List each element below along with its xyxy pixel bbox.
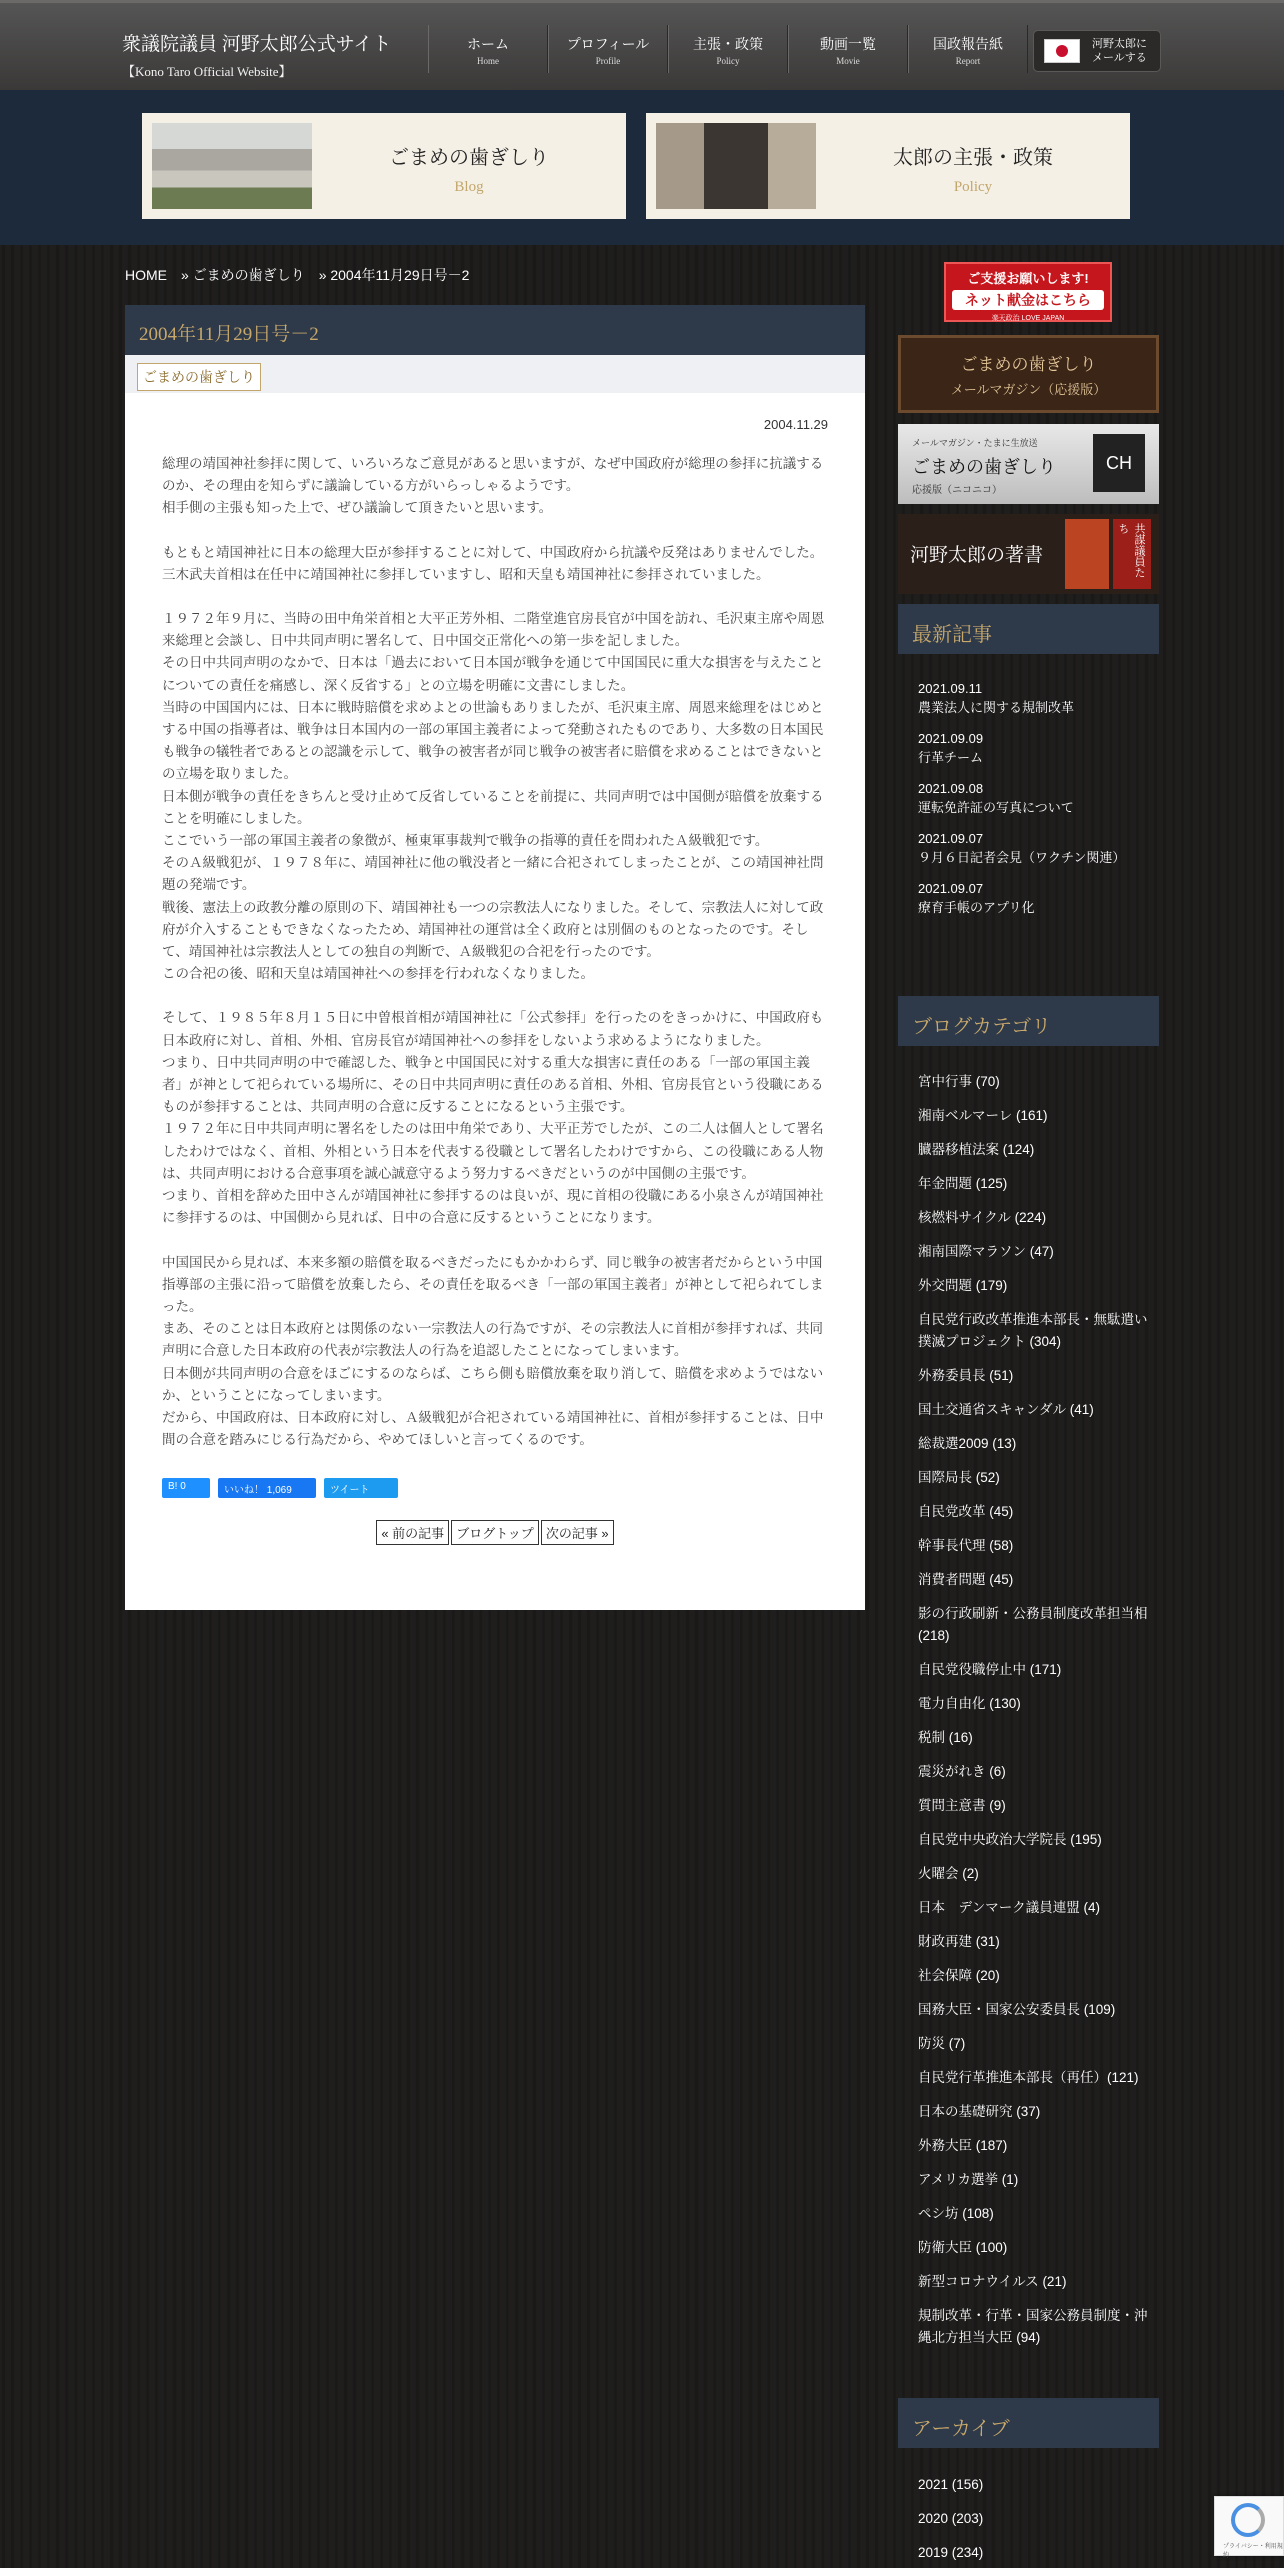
breadcrumb-blog[interactable]: » ごまめの歯ぎしり <box>181 267 305 283</box>
site-title[interactable]: 衆議院議員 河野太郎公式サイト <box>122 34 392 55</box>
mag2-line2: ごまめの歯ぎしり <box>912 457 1056 477</box>
nav-home[interactable] <box>428 25 548 73</box>
donation-banner[interactable] <box>944 262 1112 322</box>
nav-movie[interactable] <box>788 25 908 73</box>
next-article-link[interactable]: 次の記事 » <box>541 1520 614 1545</box>
blog-banner[interactable] <box>142 113 626 219</box>
nav-label: 主張・政策 <box>693 36 763 52</box>
recent-post-item[interactable] <box>918 780 1153 819</box>
category-link[interactable]: 幹事長代理 (58) <box>918 1538 1014 1553</box>
recaptcha-icon <box>1231 2503 1265 2537</box>
banner-title: 太郎の主張・政策 <box>893 147 1053 169</box>
recent-post-date: 2021.09.07 <box>918 831 984 846</box>
donation-line3: 楽天政治 LOVE JAPAN <box>991 315 1065 322</box>
niconico-channel-banner[interactable] <box>898 424 1159 504</box>
banner-title: ごまめの歯ぎしり <box>389 147 549 169</box>
category-link[interactable]: 臓器移植法案 (124) <box>918 1142 1035 1157</box>
article-paragraph: もともと靖国神社に日本の総理大臣が参拝することに対して、中国政府から抗議や反発はありませんでした。三木武夫首相は在任中に靖国神社に参拝していますし、昭和天皇も靖国神社に参拝されていました。 <box>162 544 824 582</box>
category-link[interactable]: 総裁選2009 (13) <box>918 1436 1017 1451</box>
mag2-line3: 応援版（ニコニコ） <box>912 485 1002 496</box>
category-link[interactable]: 湘南ベルマーレ (161) <box>918 1108 1048 1123</box>
banner-subtitle: Blog <box>454 179 484 195</box>
breadcrumb <box>125 265 483 285</box>
category-row <box>125 355 865 393</box>
mag1-line2: メールマガジン（応援版） <box>950 382 1107 397</box>
category-link[interactable]: 核燃料サイクル (224) <box>918 1210 1047 1225</box>
archive-link[interactable]: 2021 (156) <box>918 2477 984 2492</box>
archive-heading: アーカイブ <box>898 2398 1159 2448</box>
recaptcha-badge[interactable] <box>1214 2496 1284 2559</box>
article-date: 2004.11.29 <box>763 417 828 432</box>
mail-magazine-banner[interactable] <box>898 335 1159 413</box>
article-body <box>162 453 828 1473</box>
mail-label-line1: 河野太郎に <box>1092 38 1147 50</box>
channel-logo-icon: CH <box>1093 434 1145 492</box>
breadcrumb-current: » 2004年11月29日号－2 <box>318 267 470 283</box>
nav-label: 動画一覧 <box>820 36 876 52</box>
book-title: 共謀議員たち <box>1113 519 1151 589</box>
donation-line1: ご支援お願いします! <box>967 271 1089 286</box>
site-subtitle: 【Kono Taro Official Website】 <box>122 64 292 79</box>
category-link[interactable]: 財政再建 (31) <box>918 1934 1000 1949</box>
article-paragraph: 総理の靖国神社参拝に関して、いろいろなご意見があると思いますが、なぜ中国政府が総理の参拝に抗議するのか、その理由を知らずに議論している方がいらっしゃるようです。 相手側の主張も知った上で、ぜひ議論して頂きたいと思います。 <box>162 456 824 516</box>
tweet-button[interactable]: ツイート <box>324 1478 398 1498</box>
category-link[interactable]: 年金問題 (125) <box>918 1176 1008 1191</box>
archive-link[interactable]: 2019 (234) <box>918 2545 984 2560</box>
category-link[interactable]: 国土交通省スキャンダル (41) <box>918 1402 1094 1417</box>
category-link[interactable]: 防衛大臣 (100) <box>918 2240 1008 2255</box>
category-link[interactable]: 外務委員長 (51) <box>918 1368 1014 1383</box>
facebook-like-button[interactable]: いいね！ 1,069 <box>218 1478 316 1498</box>
category-link[interactable]: 自民党役職停止中 (171) <box>918 1662 1062 1677</box>
nav-sublabel: Movie <box>836 56 860 66</box>
category-link[interactable]: 外交問題 (179) <box>918 1278 1008 1293</box>
mag2-line1: メールマガジン・たまに生放送 <box>912 438 1038 448</box>
category-link[interactable]: 国務大臣・国家公安委員長 (109) <box>918 2002 1116 2017</box>
category-link[interactable]: 震災がれき (6) <box>918 1764 1006 1779</box>
category-link[interactable]: 湘南国際マラソン (47) <box>918 1244 1054 1259</box>
category-link[interactable]: 影の行政刷新・公務員制度改革担当相 (218) <box>918 1606 1148 1643</box>
book-cover-image <box>1065 519 1109 589</box>
category-link[interactable]: 税制 (16) <box>918 1730 973 1745</box>
category-link[interactable]: 電力自由化 (130) <box>918 1696 1021 1711</box>
mail-label-line2: メールする <box>1092 52 1147 64</box>
category-link[interactable]: アメリカ選挙 (1) <box>918 2172 1019 2187</box>
article-paragraph: 中国国民から見れば、本来多額の賠償を取るべきだったにもかかわらず、同じ戦争の被害者だからという中国指導部の主張に沿って賠償を放棄したら、その責任を取るべき「一部の軍国主義者」が神として祀られてしまった。 まあ、そのことは日本政府とは関係のない一宗教法人の行為ですが、その宗教法人に首相が参拝すれば、共同声明に合意した日本政府の代表が宗教法人の行為を追認したことになってしまいます。 日本側が共同声明の合意をほごにするのならば、こちら側も賠償放棄を取り消して、賠償を求めようではないか、ということになってしまいます。 だから、中国政府は、日本政府に対し、Ａ級戦犯が合祀されている靖国神社に、首相が参拝することは、日中間の合意を踏みにじる行為だから、やめてほしいと言ってくるのです。 <box>162 1254 824 1448</box>
nav-sublabel: Policy <box>716 56 740 66</box>
donation-line2: ネット献金はこちら <box>952 290 1104 310</box>
category-link[interactable]: 自民党中央政治大学院長 (195) <box>918 1832 1102 1847</box>
recent-post-date: 2021.09.08 <box>918 781 984 796</box>
mail-button[interactable] <box>1033 30 1161 72</box>
category-link[interactable]: 日本の基礎研究 (37) <box>918 2104 1041 2119</box>
recent-post-date: 2021.09.09 <box>918 731 984 746</box>
archive-list <box>918 2474 1153 2568</box>
main-nav <box>428 25 1028 73</box>
category-link[interactable]: 自民党行政改革推進本部長・無駄遣い撲滅プロジェクト (304) <box>918 1312 1148 1349</box>
article-header <box>125 305 865 355</box>
banner-subtitle: Policy <box>953 179 993 195</box>
recent-post-date: 2021.09.11 <box>918 681 983 696</box>
category-link[interactable]: 自民党改革 (45) <box>918 1504 1014 1519</box>
recent-post-title[interactable]: 農業法人に関する規制改革 <box>918 700 1075 715</box>
books-title: 河野太郎の著書 <box>910 545 1044 566</box>
category-tag[interactable]: ごまめの歯ぎしり <box>137 363 261 391</box>
recent-post-date: 2021.09.07 <box>918 881 984 896</box>
hatena-bookmark-button[interactable]: B! 0 <box>162 1478 210 1498</box>
category-link[interactable]: 自民党行革推進本部長（再任）(121) <box>918 2070 1139 2085</box>
prev-article-link[interactable]: « 前の記事 <box>376 1520 449 1545</box>
nav-label: ホーム <box>467 36 509 52</box>
japan-flag-icon <box>1044 39 1080 63</box>
category-link[interactable]: 国際局長 (52) <box>918 1470 1000 1485</box>
recaptcha-text: プライバシー・利用規約 <box>1223 2544 1283 2559</box>
nav-sublabel: Home <box>477 56 499 66</box>
mag1-line1: ごまめの歯ぎしり <box>960 355 1097 374</box>
nav-report[interactable] <box>908 25 1028 73</box>
category-link[interactable]: ペシ坊 (108) <box>918 2206 994 2221</box>
article-title: 2004年11月29日号－2 <box>139 324 319 345</box>
category-heading: ブログカテゴリ <box>898 996 1159 1046</box>
category-link[interactable]: 質問主意書 (9) <box>918 1798 1006 1813</box>
nav-policy[interactable] <box>668 25 788 73</box>
category-link[interactable]: 火曜会 (2) <box>918 1866 979 1881</box>
nav-sublabel: Profile <box>595 56 621 66</box>
category-link[interactable]: 日本 デンマーク議員連盟 (4) <box>918 1900 1100 1915</box>
category-list <box>918 1071 1153 2361</box>
recent-post-item[interactable] <box>918 730 1153 769</box>
nav-label: プロフィール <box>566 36 650 52</box>
portrait-image <box>656 123 816 209</box>
mail-button-label <box>1092 37 1147 65</box>
nav-profile[interactable] <box>548 25 668 73</box>
social-buttons <box>162 1478 398 1498</box>
nav-label: 国政報告紙 <box>933 36 1003 52</box>
policy-banner[interactable] <box>646 113 1130 219</box>
site-header <box>0 0 1284 90</box>
recent-post-item[interactable] <box>918 880 1153 919</box>
category-link[interactable]: 消費者問題 (45) <box>918 1572 1014 1587</box>
recent-post-title[interactable]: 行革チーム <box>918 750 984 765</box>
recent-post-item[interactable] <box>918 830 1153 869</box>
article-pager <box>125 1520 865 1545</box>
recent-posts-list <box>918 680 1153 930</box>
recent-post-title[interactable]: 療育手帳のアプリ化 <box>918 900 1035 915</box>
recent-heading: 最新記事 <box>898 604 1159 654</box>
recent-post-title[interactable]: ９月６日記者会見（ワクチン関連） <box>918 850 1126 865</box>
article-paragraph: そして、１９８５年８月１５日に中曽根首相が靖国神社に「公式参拝」を行ったのをきっかけに、中国政府も日本政府に対し、首相、外相、官房長官が靖国神社への参拝をしないよう求めるようになりました。 つまり、日中共同声明の中で確認した、戦争と中国国民に対する重大な損害に責任のある「一部の軍国主義者」が神として祀られている場所に、その日中共同声明に責任のある首相、外相、官房長官という役職にあるものが参拝することは、共同声明の合意に反することになるという主張です。 １９７２年に日中共同声明に署名をしたのは田中角栄であり、大平正芳でしたが、この二人は個人として署名したわけではなく、首相、外相という日本を代表する役職として署名したわけですから、この役職にある人物は、共同声明における合意事項を誠心誠意守るよう努力するべきだというのが中国側の主張です。 つまり、首相を辞めた田中さんが靖国神社に参拝するのは良いが、現に首相の役職にある小泉さんが靖国神社に参拝するのは、中国側から見れば、日中の合意に反するということになります。 <box>162 1010 824 1226</box>
recent-post-item[interactable] <box>918 680 1153 719</box>
blog-top-link[interactable]: ブログトップ <box>451 1520 539 1545</box>
recent-post-title[interactable]: 運転免許証の写真について <box>918 800 1074 815</box>
archive-link[interactable]: 2020 (203) <box>918 2511 984 2526</box>
category-link[interactable]: 新型コロナウイルス (21) <box>918 2274 1067 2289</box>
diet-building-image <box>152 123 312 209</box>
article-paragraph: １９７２年９月に、当時の田中角栄首相と大平正芳外相、二階堂進官房長官が中国を訪れ、毛沢東主席や周恩来総理と会談し、日中共同声明に署名して、日中国交正常化への第一歩を記しました。 その日中共同声明のなかで、日本は「過去において日本国が戦争を通じて中国国民に重大な損害を与えたことについての責任を痛感し、深く反省する」との立場を明確に文書にしました。 当時の中国国内には、日本に戦時賠償を求めよとの世論もありましたが、毛沢東主席、周恩来総理をはじめとする中国の指導者は、戦争は日本国内の一部の軍国主義者によって発動されたものであり、大多数の日本国民も戦争の犠牲者であるとの認識を示して、戦争の被害者が同じ戦争の被害者に賠償を求めることはできないとの立場を取りました。 日本側が戦争の責任をきちんと受け止めて反省していることを前提に、共同声明では中国側が賠償を放棄することを明確にしました。 ここでいう一部の軍国主義者の象徴が、極東軍事裁判で戦争の指導的責任を問われたＡ級戦犯です。 そのＡ級戦犯が、１９７８年に、靖国神社に他の戦没者と一緒に合祀されてしまったことが、この靖国神社問題の発端です。 戦後、憲法上の政教分離の原則の下、靖国神社も一つの宗教法人になりました。そして、宗教法人に対して政府が介入することもできなくなったため、靖国神社の運営は全く政府とは別個のものとなったのです。そして、靖国神社は宗教法人としての独自の判断で、Ａ級戦犯の合祀を行ったのです。 この合祀の後、昭和天皇は靖国神社への参拝を行われなくなりました。 <box>162 611 825 982</box>
category-link[interactable]: 防災 (7) <box>918 2036 966 2051</box>
category-link[interactable]: 規制改革・行革・国家公務員制度・沖縄北方担当大臣 (94) <box>918 2308 1148 2345</box>
category-link[interactable]: 宮中行事 (70) <box>918 1074 1000 1089</box>
article <box>125 305 865 1610</box>
feature-banner <box>0 90 1284 245</box>
nav-sublabel: Report <box>955 56 981 66</box>
category-link[interactable]: 外務大臣 (187) <box>918 2138 1008 2153</box>
books-banner[interactable] <box>898 514 1159 594</box>
breadcrumb-home[interactable]: HOME <box>125 267 167 283</box>
category-link[interactable]: 社会保障 (20) <box>918 1968 1000 1983</box>
